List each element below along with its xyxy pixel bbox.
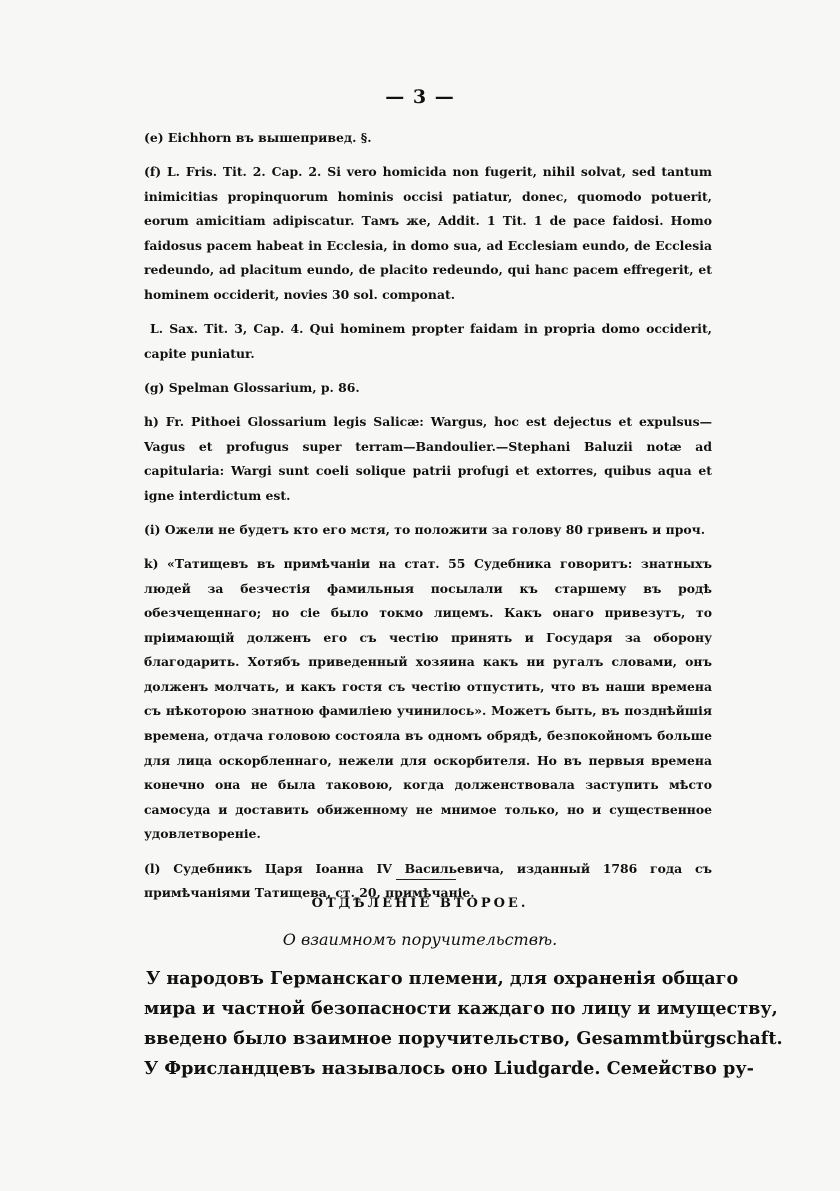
page-number: — 3 — (385, 86, 455, 108)
footnote-g: (g) Spelman Glossarium, p. 86. (144, 379, 360, 395)
body-line: введено было взаимное поручительство, Gesammtbürgschaft. (144, 1028, 783, 1049)
body-paragraph (144, 964, 783, 1084)
footnote-f: (f) L. Fris. Tit. 2. Cap. 2. Si vero homicida non fugerit, nihil solvat, sed tantum inimicitias propinquorum hominis occisi patiatur, donec, quomodo potuerit, eorum amicitiam adipiscatur. Тамъ же, Addit. 1 Tit. 1 de pace faidosi. Homo faidosus pacem habeat in Ecclesia, in domo sua, ad Ecclesiam eundo, de Ecclesia redeundo, ad placitum eundo, de placito redeundo, qui hanc pacem effregerit, et hominem occiderit, novies 30 sol. componat. (144, 164, 712, 303)
footnote-f-continued: L. Sax. Tit. 3, Cap. 4. Qui hominem propter faidam in propria domo occiderit, capite puniatur. (144, 321, 712, 361)
footnote-e: (e) Eichhorn въ вышепривед. §. (144, 130, 372, 145)
section-subtitle: О взаимномъ поручительствѣ. (282, 930, 558, 949)
body-line: У Фрисландцевъ называлось оно Liudgarde. Семейство ру- (144, 1058, 754, 1079)
footnote-k: k) «Татищевъ въ примѣчаніи на стат. 55 Судебника говоритъ: знатныхъ людей за безчестія фамильныя посылали къ старшему въ родѣ обезчещеннаго; но сіе было токмо лицемъ. Какъ онаго привезутъ, то пріимающій долженъ его съ честію принять и Государя за оборону благодарить. Хотябъ приведенный хозяина какъ ни ругалъ словами, онъ долженъ молчать, и какъ гостя съ честію отпустить, что въ наши времена съ нѣкоторою знатною фамиліею учинилось». Можетъ быть, въ позднѣйшія времена, отдача головою состояла въ одномъ обрядѣ, безпокойномъ больше для лица оскорбленнаго, нежели для оскорбителя. Но въ первыя времена конечно она не была таковою, когда долженствовала заступить мѣсто самосуда и доставить обиженному не мнимое только, но и существенное удовлетвореніе. (144, 555, 712, 842)
section-divider (396, 879, 456, 880)
body-line: мира и частной безопасности каждаго по лицу и имуществу, (144, 998, 778, 1019)
section-title: ОТДѢЛЕНІЕ ВТОРОЕ. (311, 896, 529, 911)
footnote-i: (i) Ожели не будетъ кто его мстя, то положити за голову 80 гривенъ и проч. (144, 521, 706, 537)
body-line: У народовъ Германскаго племени, для охраненія общаго (146, 968, 739, 989)
footnote-h: h) Fr. Pithoei Glossarium legis Salicæ: Wargus, hoc est dejectus et expulsus—Vagus et profugus super terram—Bandoulier.—Stephani Baluzii notæ ad capitularia: Wargi sunt coeli solique patrii profugi et extorres, quibus aqua et igne interdictum est. (144, 413, 712, 503)
footnotes (144, 126, 712, 915)
footnote-l: (l) Судебникъ Царя Іоанна IV Васильевича, изданный 1786 года съ примѣчаніями Татищева, ст. 20, примѣчаніе. (144, 860, 712, 901)
